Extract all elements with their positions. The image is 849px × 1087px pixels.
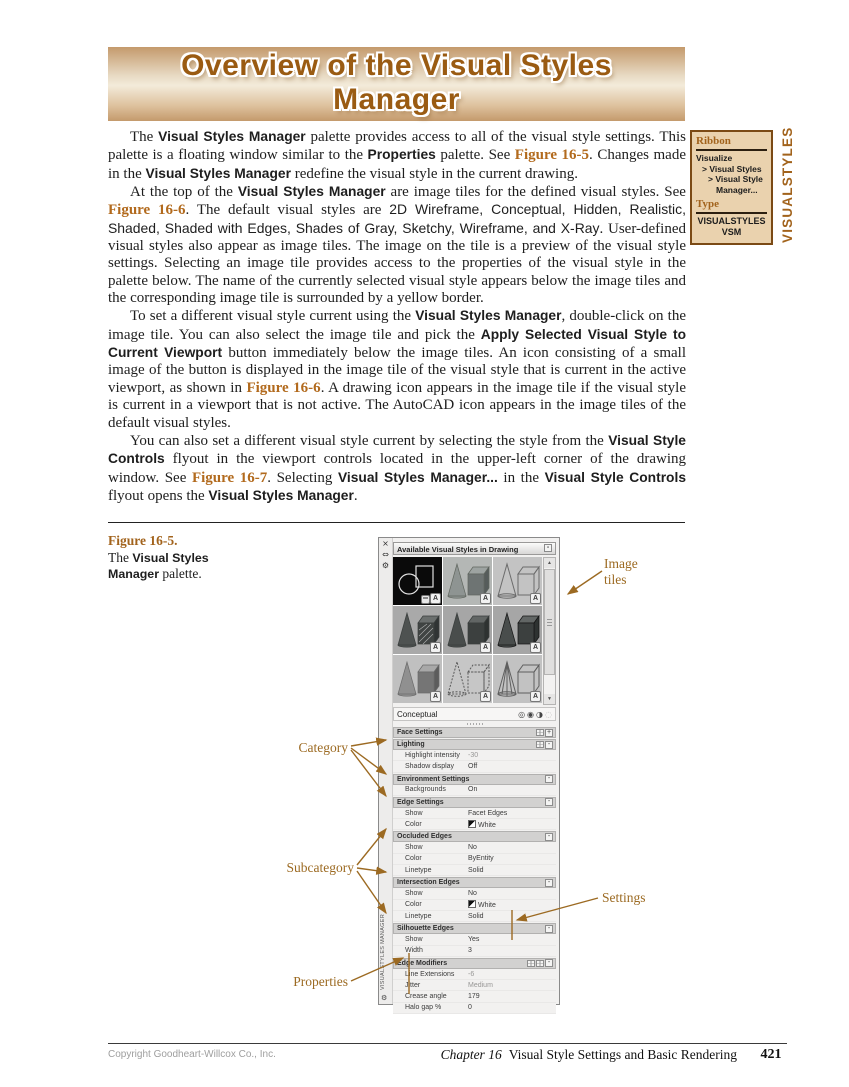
command-reference-box bbox=[690, 130, 773, 245]
property-value[interactable]: White bbox=[468, 820, 556, 829]
section-tool-icon[interactable] bbox=[536, 741, 544, 748]
ribbon-path-line-1: > Visual Styles bbox=[702, 163, 762, 174]
palette-title-bar bbox=[379, 538, 393, 1004]
palette-properties-icon[interactable]: ⚙ bbox=[381, 994, 388, 1002]
autocad-icon: A bbox=[430, 593, 441, 604]
section-header-lighting[interactable] bbox=[393, 739, 556, 750]
section-title: Overview of the Visual Styles Manager bbox=[181, 49, 612, 116]
property-label: Width bbox=[405, 947, 423, 955]
selected-style-bar bbox=[393, 707, 556, 721]
tile-shaded-with-edges[interactable] bbox=[493, 606, 542, 654]
color-swatch-icon bbox=[468, 820, 476, 828]
ribbon-path bbox=[696, 153, 767, 195]
properties-menu-icon[interactable]: ⚙ bbox=[381, 561, 390, 570]
divider bbox=[696, 212, 767, 214]
property-label: Color bbox=[405, 855, 422, 863]
property-row-color bbox=[393, 854, 556, 865]
property-label: Line Extensions bbox=[405, 970, 455, 978]
styles-panel-header[interactable] bbox=[393, 542, 556, 555]
tile-shaded[interactable] bbox=[443, 606, 492, 654]
property-value[interactable]: -6 bbox=[468, 970, 475, 978]
command-list bbox=[696, 216, 767, 238]
property-row-show bbox=[393, 808, 556, 819]
chapter-edge-tab: VISUALSTYLES bbox=[780, 126, 795, 243]
property-label: Show bbox=[405, 935, 423, 943]
auto-hide-icon[interactable]: ⇔ bbox=[382, 550, 389, 559]
section-title: Face Settings bbox=[397, 729, 443, 736]
ribbon-path-line-2: > Visual Style bbox=[708, 174, 763, 184]
property-row-halo-gap- bbox=[393, 1003, 556, 1014]
divider bbox=[696, 149, 767, 151]
property-row-color bbox=[393, 900, 556, 911]
property-row-width bbox=[393, 946, 556, 957]
ribbon-path-line-3: Manager... bbox=[716, 184, 758, 195]
command-0: VISUALSTYLES bbox=[697, 216, 766, 226]
tile-conceptual[interactable] bbox=[443, 557, 492, 605]
property-label: Halo gap % bbox=[405, 1004, 442, 1012]
section-title: Lighting bbox=[397, 741, 425, 748]
property-label: Jitter bbox=[405, 981, 421, 989]
ribbon-path-line-0: Visualize bbox=[696, 153, 733, 163]
section-title: Environment Settings bbox=[397, 775, 470, 783]
chapter-number: Chapter 16 bbox=[440, 1047, 502, 1062]
property-value[interactable]: No bbox=[468, 844, 477, 852]
caption-line: The Visual Styles bbox=[108, 549, 209, 565]
styles-panel-title: Available Visual Styles in Drawing bbox=[397, 545, 519, 554]
tile-realistic[interactable] bbox=[393, 606, 442, 654]
scrollbar-thumb[interactable] bbox=[544, 569, 555, 675]
property-label: Highlight intensity bbox=[405, 751, 460, 759]
scroll-down-icon[interactable]: ▼ bbox=[544, 694, 555, 704]
autocad-icon: A bbox=[530, 593, 541, 604]
autocad-icon: A bbox=[530, 691, 541, 702]
property-label: Color bbox=[405, 901, 422, 909]
autocad-icon: A bbox=[430, 691, 441, 702]
tile-hidden[interactable] bbox=[493, 557, 542, 605]
section-header-environment-settings[interactable] bbox=[393, 774, 556, 785]
color-swatch-icon bbox=[468, 900, 476, 908]
current-viewport-icon bbox=[421, 595, 430, 604]
paragraph: To set a different visual style current using the Visual Styles Manager, double-click on the image tile. You can also select the image tile and pick the Apply Selected Visual Style to Current Viewport button immediately below the image tiles. An icon consisting of a small image of the button is displayed in the image tile of the visual style that is current in the active viewport, as shown in Figure 16-6. A drawing icon appears in the image tile if the visual style is current in a viewport that is not active. The AutoCAD icon appears in the image tiles of the default visual styles. bbox=[108, 308, 687, 431]
section-tool-icon[interactable] bbox=[536, 729, 544, 736]
annotation-subcategory: Subcategory bbox=[286, 860, 354, 875]
splitter-grip[interactable] bbox=[393, 721, 556, 726]
palette-main bbox=[393, 542, 556, 1014]
section-title: Edge Settings bbox=[397, 798, 444, 806]
section-title: Occluded Edges bbox=[397, 833, 452, 841]
annotation-image-tiles: Image tiles bbox=[604, 556, 638, 587]
tile-wireframe[interactable] bbox=[493, 655, 542, 703]
palette-tiles bbox=[393, 557, 542, 703]
tile-sketchy[interactable] bbox=[443, 655, 492, 703]
palette-vertical-title: VISUALSTYLES MANAGER bbox=[380, 914, 386, 990]
autocad-icon: A bbox=[530, 642, 541, 653]
property-row-linetype bbox=[393, 865, 556, 876]
body-text bbox=[108, 128, 686, 505]
section-header-occluded-edges[interactable] bbox=[393, 831, 556, 842]
property-value[interactable]: Off bbox=[468, 762, 478, 770]
property-value[interactable]: 0 bbox=[468, 1004, 472, 1012]
visual-styles-manager-palette bbox=[378, 537, 560, 1012]
paragraph: The Visual Styles Manager palette provides access to all of the visual style settings. This palette is a floating window similar to the Properties palette. See Figure 16-5. Changes made in the Visual Styles Manager redefine the visual style in the current drawing. bbox=[108, 129, 686, 182]
figure-caption bbox=[108, 533, 268, 583]
section-title: Edge Modifiers bbox=[397, 959, 448, 967]
property-label: Crease angle bbox=[405, 993, 447, 1001]
property-row-show bbox=[393, 842, 556, 853]
property-value[interactable]: Solid bbox=[468, 912, 484, 920]
section-header-edge-modifiers[interactable] bbox=[393, 958, 556, 969]
property-row-show bbox=[393, 888, 556, 899]
property-label: Show bbox=[405, 890, 423, 898]
chapter-section-banner bbox=[108, 47, 685, 121]
property-value[interactable]: Solid bbox=[468, 866, 484, 874]
caption-line: Manager palette. bbox=[108, 566, 202, 581]
property-value[interactable]: White bbox=[468, 900, 556, 909]
collapse-icon[interactable]: - bbox=[545, 959, 553, 967]
collapse-icon[interactable]: - bbox=[545, 833, 553, 841]
collapse-icon[interactable]: - bbox=[545, 925, 553, 933]
property-value[interactable]: 179 bbox=[468, 993, 480, 1001]
section-title: Silhouette Edges bbox=[397, 925, 454, 933]
property-label: Linetype bbox=[405, 866, 432, 874]
close-icon[interactable]: × bbox=[382, 539, 389, 548]
section-tool-icon[interactable] bbox=[536, 960, 544, 967]
property-label: Linetype bbox=[405, 912, 432, 920]
copyright-text: Copyright Goodheart-Willcox Co., Inc. bbox=[108, 1049, 276, 1060]
section-header-intersection-edges[interactable] bbox=[393, 877, 556, 888]
property-row-color bbox=[393, 819, 556, 830]
paragraph: You can also set a different visual style current by selecting the style from the Visual Style Controls flyout in the viewport controls located in the upper-left corner of the drawing window. See Figure 16-7. Selecting Visual Styles Manager... in the Visual Style Controls flyout opens the Visual Styles Manager. bbox=[108, 432, 686, 504]
tiles-scrollbar[interactable] bbox=[543, 557, 556, 705]
autocad-icon: A bbox=[480, 642, 491, 653]
property-row-linetype bbox=[393, 911, 556, 922]
property-value[interactable]: Facet Edges bbox=[468, 809, 508, 817]
tile-shades-of-gray[interactable] bbox=[393, 655, 442, 703]
property-label: Shadow display bbox=[405, 762, 455, 770]
command-1: VSM bbox=[721, 227, 742, 237]
collapse-icon[interactable]: - bbox=[545, 798, 553, 806]
collapse-icon[interactable]: - bbox=[545, 741, 553, 749]
property-label: Show bbox=[405, 809, 423, 817]
footer-rule bbox=[108, 1043, 787, 1044]
property-row-highlight-intensity bbox=[393, 750, 556, 761]
property-row-show bbox=[393, 934, 556, 945]
export-to-tool-palette-icon[interactable]: ◑ bbox=[536, 709, 544, 719]
property-value[interactable]: -30 bbox=[468, 751, 479, 759]
autocad-icon: A bbox=[480, 593, 491, 604]
palette-window-icons bbox=[379, 538, 392, 570]
type-header: Type bbox=[696, 198, 720, 210]
palette-sections bbox=[393, 727, 556, 1014]
apply-selected-visual-style-icon[interactable]: ◉ bbox=[527, 709, 535, 719]
figure-top-rule bbox=[108, 522, 685, 523]
selected-style-name: Conceptual bbox=[397, 709, 438, 719]
page-number: 421 bbox=[760, 1047, 782, 1062]
rollup-icon[interactable]: - bbox=[544, 544, 552, 552]
create-new-visual-style-icon[interactable]: ◎ bbox=[518, 709, 526, 719]
section-tool-icon[interactable] bbox=[527, 960, 535, 967]
section-header-face-settings[interactable] bbox=[393, 727, 556, 738]
property-label: Show bbox=[405, 844, 423, 852]
property-row-line-extensions bbox=[393, 969, 556, 980]
property-row-crease-angle bbox=[393, 991, 556, 1002]
property-value[interactable]: Medium bbox=[468, 981, 493, 989]
paragraph: At the top of the Visual Styles Manager are image tiles for the defined visual styles. See Figure 16-6. The default visual styles are 2D Wireframe, Conceptual, Hidden, Realistic, Shaded, Shaded with Edges, Shades of Gray, Sketchy, Wireframe, and X-Ray. User-defined visual styles also appear as image tiles. The image on the tile is a preview of the visual style settings. Selecting an image tile provides access to the properties of the visual style in the palette below. The name of the currently selected visual style appears below the image tiles and the corresponding image tile is surrounded by a yellow border. bbox=[108, 184, 686, 307]
property-label: Backgrounds bbox=[405, 786, 446, 794]
collapse-icon[interactable]: - bbox=[545, 879, 553, 887]
property-value[interactable]: No bbox=[468, 890, 477, 898]
autocad-icon: A bbox=[480, 691, 491, 702]
section-header-edge-settings[interactable] bbox=[393, 797, 556, 808]
section-title: Intersection Edges bbox=[397, 879, 460, 887]
ribbon-header: Ribbon bbox=[696, 135, 731, 147]
image-tiles-area bbox=[393, 557, 556, 705]
annotation-category: Category bbox=[298, 740, 348, 755]
property-value[interactable]: 3 bbox=[468, 947, 472, 955]
property-row-jitter bbox=[393, 980, 556, 991]
palette-toolbar bbox=[516, 710, 552, 719]
annotation-settings: Settings bbox=[602, 890, 646, 905]
delete-visual-style-icon[interactable]: ◌ bbox=[545, 709, 552, 719]
property-value[interactable]: Yes bbox=[468, 935, 480, 943]
property-row-shadow-display bbox=[393, 761, 556, 772]
property-row-backgrounds bbox=[393, 785, 556, 796]
autocad-icon: A bbox=[430, 642, 441, 653]
chapter-name: Visual Style Settings and Basic Rendering bbox=[508, 1047, 737, 1062]
property-value[interactable]: On bbox=[468, 786, 478, 794]
expand-icon[interactable]: + bbox=[546, 728, 552, 736]
scroll-up-icon[interactable]: ▲ bbox=[544, 558, 555, 568]
property-value[interactable]: ByEntity bbox=[468, 855, 494, 863]
chapter-running-footer bbox=[108, 1047, 737, 1063]
collapse-icon[interactable]: - bbox=[545, 775, 553, 783]
tile-2d-wireframe[interactable] bbox=[393, 557, 442, 605]
figure-label: Figure 16-5. bbox=[108, 533, 178, 548]
annotation-properties: Properties bbox=[293, 974, 348, 989]
section-header-silhouette-edges[interactable] bbox=[393, 923, 556, 934]
property-label: Color bbox=[405, 820, 422, 828]
